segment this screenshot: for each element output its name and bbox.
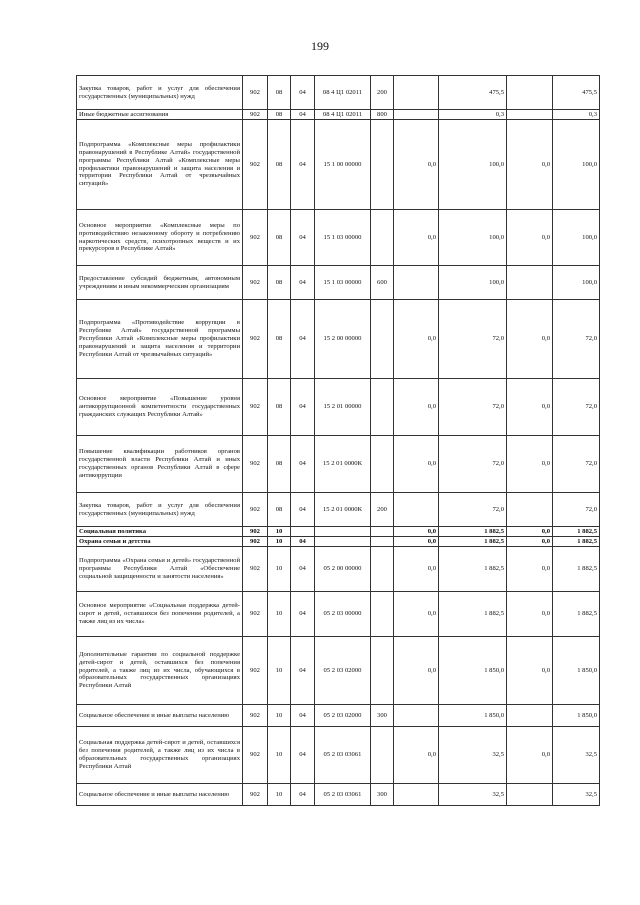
table-cell-value-2: 1 850,0: [439, 705, 507, 727]
table-cell-name: Социальная поддержка детей-сирот и детей, оставшихся без попечения родителей, а также лиц из их числа в образовательных государственных организациях Республики Алтай: [77, 727, 243, 784]
table-cell-vr: [371, 547, 394, 592]
table-cell-value-3: [507, 266, 553, 300]
table-cell-rz: 08: [268, 210, 291, 266]
table-row: [77, 784, 600, 806]
table-cell-name: Основное мероприятие «Социальная поддержка детей-сирот и детей, оставшихся без попечения родителей, а также лиц из их числа»: [77, 592, 243, 637]
table-cell-csr: 05 2 03 03061: [315, 727, 371, 784]
table-cell-vr: [371, 210, 394, 266]
table-row: [77, 705, 600, 727]
table-cell-value-4: 0,3: [553, 110, 600, 120]
table-cell-rz: 10: [268, 637, 291, 705]
table-cell-value-2: 1 882,5: [439, 547, 507, 592]
table-row: [77, 300, 600, 379]
table-cell-ved: 902: [243, 300, 268, 379]
table-cell-vr: [371, 379, 394, 436]
table-cell-value-3: 0,0: [507, 120, 553, 210]
table-cell-ved: 902: [243, 76, 268, 110]
table-cell-ved: 902: [243, 727, 268, 784]
table-cell-ved: 902: [243, 637, 268, 705]
table-cell-value-4: 475,5: [553, 76, 600, 110]
table-cell-csr: [315, 527, 371, 537]
table-cell-name: Социальное обеспечение и иные выплаты населению: [77, 784, 243, 806]
table-cell-name: Основное мероприятие «Повышение уровня антикоррупционной компетентности государственных гражданских служащих Республики Алтай»: [77, 379, 243, 436]
table-cell-value-4: 1 882,5: [553, 537, 600, 547]
table-cell-rz: 10: [268, 727, 291, 784]
table-cell-pr: 04: [291, 266, 315, 300]
table-cell-value-3: 0,0: [507, 547, 553, 592]
table-cell-name: Охрана семьи и детства: [77, 537, 243, 547]
table-cell-value-1: [394, 76, 439, 110]
table-cell-vr: 300: [371, 784, 394, 806]
table-cell-value-1: [394, 266, 439, 300]
table-cell-value-4: 1 882,5: [553, 592, 600, 637]
table-cell-name: Социальное обеспечение и иные выплаты населению: [77, 705, 243, 727]
budget-table: [76, 75, 600, 806]
table-cell-value-1: [394, 784, 439, 806]
table-cell-pr: 04: [291, 637, 315, 705]
table-row: [77, 493, 600, 527]
table-cell-value-1: 0,0: [394, 547, 439, 592]
table-cell-value-3: 0,0: [507, 210, 553, 266]
table-cell-value-1: 0,0: [394, 527, 439, 537]
table-cell-name: Подпрограмма «Комплексные меры профилактики правонарушений в Республике Алтай» государственной программы Республики Алтай «Комплексные меры профилактики правонарушений и защита населения и территории Республики Алтай от чрезвычайных ситуаций»: [77, 120, 243, 210]
table-cell-rz: 10: [268, 547, 291, 592]
table-cell-value-4: 32,5: [553, 727, 600, 784]
table-cell-vr: [371, 592, 394, 637]
table-cell-csr: 05 2 03 02000: [315, 705, 371, 727]
table-cell-pr: 04: [291, 120, 315, 210]
table-cell-ved: 902: [243, 527, 268, 537]
table-cell-value-1: 0,0: [394, 300, 439, 379]
table-cell-pr: 04: [291, 76, 315, 110]
table-cell-csr: 15 2 01 0000К: [315, 436, 371, 493]
table-cell-value-2: 100,0: [439, 210, 507, 266]
table-row: [77, 266, 600, 300]
table-row: [77, 527, 600, 537]
table-cell-vr: [371, 300, 394, 379]
table-cell-value-2: 100,0: [439, 120, 507, 210]
table-cell-value-4: 72,0: [553, 493, 600, 527]
table-cell-value-3: [507, 493, 553, 527]
table-cell-vr: [371, 527, 394, 537]
table-row: [77, 727, 600, 784]
table-cell-rz: 08: [268, 266, 291, 300]
table-cell-csr: 15 1 03 00000: [315, 210, 371, 266]
table-cell-value-3: 0,0: [507, 379, 553, 436]
table-cell-rz: 08: [268, 76, 291, 110]
table-cell-name: Подпрограмма «Охрана семьи и детей» государственной программы Республики Алтай «Обеспечение социальной защищенности и занятости населения»: [77, 547, 243, 592]
table-cell-value-3: 0,0: [507, 527, 553, 537]
table-cell-value-2: 72,0: [439, 493, 507, 527]
table-cell-ved: 902: [243, 436, 268, 493]
table-cell-value-2: 1 882,5: [439, 537, 507, 547]
table-cell-value-1: 0,0: [394, 379, 439, 436]
table-cell-value-3: 0,0: [507, 300, 553, 379]
table-row: [77, 537, 600, 547]
table-row: [77, 637, 600, 705]
table-cell-value-3: [507, 110, 553, 120]
table-cell-csr: 15 2 00 00000: [315, 300, 371, 379]
table-cell-value-3: [507, 784, 553, 806]
table-cell-pr: 04: [291, 300, 315, 379]
table-cell-rz: 08: [268, 379, 291, 436]
table-cell-vr: 200: [371, 76, 394, 110]
table-cell-value-1: 0,0: [394, 727, 439, 784]
table-cell-value-4: 100,0: [553, 266, 600, 300]
table-cell-value-2: 100,0: [439, 266, 507, 300]
table-cell-name: Основное мероприятие «Комплексные меры по противодействию незаконному обороту и потреблению наркотических средств, психотропных веществ и их прекурсоров в Республике Алтай»: [77, 210, 243, 266]
table-cell-ved: 902: [243, 784, 268, 806]
table-cell-rz: 10: [268, 527, 291, 537]
table-cell-name: Социальная политика: [77, 527, 243, 537]
table-cell-rz: 08: [268, 493, 291, 527]
table-cell-name: Закупка товаров, работ и услуг для обеспечения государственных (муниципальных) нужд: [77, 493, 243, 527]
table-cell-ved: 902: [243, 547, 268, 592]
table-cell-value-1: 0,0: [394, 210, 439, 266]
table-cell-vr: 300: [371, 705, 394, 727]
table-cell-value-3: [507, 76, 553, 110]
table-cell-pr: 04: [291, 110, 315, 120]
table-cell-csr: 08 4 Ц1 02011: [315, 110, 371, 120]
table-cell-vr: [371, 436, 394, 493]
table-cell-value-4: 1 850,0: [553, 705, 600, 727]
table-cell-pr: 04: [291, 705, 315, 727]
table-cell-value-1: [394, 705, 439, 727]
table-cell-csr: [315, 537, 371, 547]
table-cell-csr: 05 2 03 00000: [315, 592, 371, 637]
table-cell-pr: 04: [291, 210, 315, 266]
table-cell-name: Закупка товаров, работ и услуг для обеспечения государственных (муниципальных) нужд: [77, 76, 243, 110]
table-cell-ved: 902: [243, 493, 268, 527]
table-cell-csr: 08 4 Ц1 02011: [315, 76, 371, 110]
table-cell-rz: 10: [268, 705, 291, 727]
table-cell-value-3: 0,0: [507, 637, 553, 705]
table-cell-value-3: [507, 705, 553, 727]
table-cell-value-1: 0,0: [394, 537, 439, 547]
table-cell-pr: [291, 527, 315, 537]
table-cell-vr: [371, 727, 394, 784]
table-row: [77, 379, 600, 436]
table-cell-value-2: 1 882,5: [439, 592, 507, 637]
table-cell-csr: 05 2 00 00000: [315, 547, 371, 592]
table-cell-value-4: 1 882,5: [553, 547, 600, 592]
table-cell-value-3: 0,0: [507, 537, 553, 547]
table-cell-vr: 800: [371, 110, 394, 120]
table-cell-csr: 05 2 03 03061: [315, 784, 371, 806]
table-row: [77, 547, 600, 592]
table-cell-ved: 902: [243, 379, 268, 436]
table-cell-name: Повышение квалификации работников органов государственной власти Республики Алтай и иных государственных органов Республики Алтай в сфере антикоррупции: [77, 436, 243, 493]
table-cell-rz: 08: [268, 110, 291, 120]
table-cell-ved: 902: [243, 120, 268, 210]
table-cell-csr: 15 2 01 00000: [315, 379, 371, 436]
table-cell-value-1: 0,0: [394, 592, 439, 637]
table-cell-value-3: 0,0: [507, 592, 553, 637]
table-cell-pr: 04: [291, 547, 315, 592]
table-cell-vr: [371, 537, 394, 547]
table-cell-name: Дополнительные гарантии по социальной поддержке детей-сирот и детей, оставшихся без попечения родителей, а также лиц из их числа, обучающихся в образовательных государственных организациях Республики Алтай: [77, 637, 243, 705]
table-cell-pr: 04: [291, 537, 315, 547]
table-cell-value-2: 72,0: [439, 300, 507, 379]
table-cell-vr: [371, 120, 394, 210]
table-row: [77, 110, 600, 120]
table-cell-value-4: 72,0: [553, 436, 600, 493]
table-cell-pr: 04: [291, 592, 315, 637]
table-cell-value-4: 100,0: [553, 210, 600, 266]
table-cell-rz: 08: [268, 120, 291, 210]
table-cell-value-1: [394, 493, 439, 527]
table-cell-value-1: 0,0: [394, 120, 439, 210]
table-cell-name: Предоставление субсидий бюджетным, автономным учреждениям и иным некоммерческим организациям: [77, 266, 243, 300]
table-cell-rz: 10: [268, 592, 291, 637]
table-cell-value-2: 0,3: [439, 110, 507, 120]
table-cell-value-1: [394, 110, 439, 120]
table-cell-value-2: 1 882,5: [439, 527, 507, 537]
table-cell-pr: 04: [291, 493, 315, 527]
table-cell-rz: 10: [268, 784, 291, 806]
table-cell-ved: 902: [243, 592, 268, 637]
table-cell-pr: 04: [291, 436, 315, 493]
table-cell-value-2: 32,5: [439, 727, 507, 784]
table-cell-ved: 902: [243, 537, 268, 547]
table-cell-value-2: 72,0: [439, 379, 507, 436]
table-cell-value-2: 32,5: [439, 784, 507, 806]
table-cell-csr: 15 1 03 00000: [315, 266, 371, 300]
table-cell-ved: 902: [243, 210, 268, 266]
table-cell-value-2: 1 850,0: [439, 637, 507, 705]
table-cell-csr: 15 1 00 00000: [315, 120, 371, 210]
table-cell-value-3: 0,0: [507, 436, 553, 493]
table-cell-rz: 10: [268, 537, 291, 547]
table-cell-name: Подпрограмма «Противодействие коррупции в Республике Алтай» государственной программы Республики Алтай «Комплексные меры профилактики правонарушений и защита населения и территории Республики Алтай от чрезвычайных ситуаций»: [77, 300, 243, 379]
table-cell-rz: 08: [268, 300, 291, 379]
table-cell-vr: 200: [371, 493, 394, 527]
table-cell-value-3: 0,0: [507, 727, 553, 784]
table-cell-pr: 04: [291, 379, 315, 436]
table-cell-name: Иные бюджетные ассигнования: [77, 110, 243, 120]
table-cell-csr: 15 2 01 0000К: [315, 493, 371, 527]
table-cell-rz: 08: [268, 436, 291, 493]
table-row: [77, 210, 600, 266]
page-number: 199: [311, 39, 329, 53]
table-cell-csr: 05 2 03 02000: [315, 637, 371, 705]
table-cell-value-1: 0,0: [394, 436, 439, 493]
table-cell-value-1: 0,0: [394, 637, 439, 705]
table-cell-value-4: 72,0: [553, 379, 600, 436]
table-cell-pr: 04: [291, 727, 315, 784]
table-cell-ved: 902: [243, 705, 268, 727]
table-row: [77, 76, 600, 110]
table-cell-value-4: 32,5: [553, 784, 600, 806]
table-row: [77, 120, 600, 210]
table-cell-value-4: 72,0: [553, 300, 600, 379]
table-cell-vr: 600: [371, 266, 394, 300]
table-cell-vr: [371, 637, 394, 705]
table-cell-value-2: 72,0: [439, 436, 507, 493]
table-cell-value-2: 475,5: [439, 76, 507, 110]
table-row: [77, 436, 600, 493]
table-cell-pr: 04: [291, 784, 315, 806]
table-row: [77, 592, 600, 637]
table-cell-value-4: 1 850,0: [553, 637, 600, 705]
table-cell-value-4: 100,0: [553, 120, 600, 210]
table-cell-value-4: 1 882,5: [553, 527, 600, 537]
table-cell-ved: 902: [243, 266, 268, 300]
table-cell-ved: 902: [243, 110, 268, 120]
